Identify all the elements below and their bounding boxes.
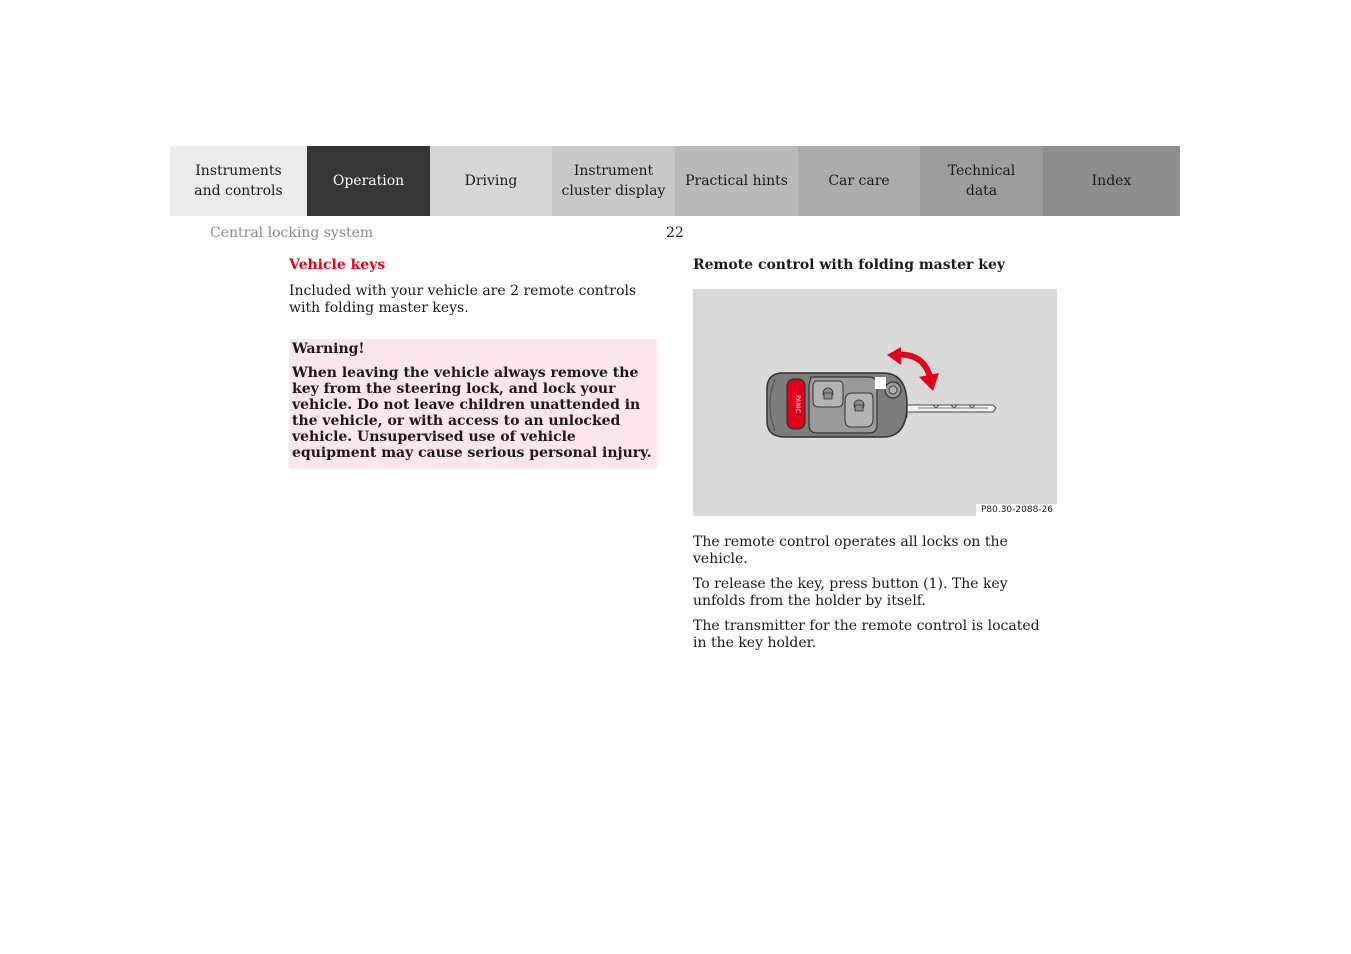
intro-paragraph: Included with your vehicle are 2 remote controls with folding master keys.	[289, 283, 637, 316]
body-paragraph: The transmitter for the remote control is located in the key holder.	[693, 618, 1040, 651]
panic-label: PANIC	[794, 395, 801, 413]
chapter-tab-bar	[170, 146, 1180, 216]
section-title: Central locking system	[210, 225, 374, 241]
page-number: 22	[666, 225, 684, 241]
tab-technical-data[interactable]	[920, 146, 1043, 216]
remote-control-heading: Remote control with folding master key	[693, 257, 1006, 273]
tab-label: Technical data	[947, 163, 1016, 199]
warning-title: Warning!	[292, 341, 365, 357]
figure-reference: P80.30-2088-26	[976, 504, 1057, 516]
tab-instrument-cluster-display[interactable]	[552, 146, 675, 216]
tab-label: Driving	[464, 173, 518, 189]
key-illustration	[693, 289, 1057, 516]
warning-box	[289, 339, 657, 469]
tab-index[interactable]	[1043, 146, 1180, 216]
right-column	[693, 257, 1057, 652]
tab-label: Instruments and controls	[194, 163, 283, 199]
tab-label: Operation	[332, 173, 405, 189]
body-paragraph: The remote control operates all locks on the vehicle.	[693, 534, 1008, 567]
tab-car-care[interactable]	[798, 146, 920, 216]
body-paragraph: To release the key, press button (1). The key unfolds from the holder by itself.	[693, 576, 1008, 609]
folding-key-icon	[693, 289, 1057, 516]
vehicle-keys-heading: Vehicle keys	[289, 257, 386, 273]
tab-label: Instrument cluster display	[561, 163, 666, 199]
tab-operation[interactable]	[307, 146, 430, 216]
tab-practical-hints[interactable]	[675, 146, 798, 216]
tab-label: Practical hints	[685, 173, 788, 189]
tab-label: Index	[1091, 173, 1132, 189]
warning-body: When leaving the vehicle always remove the key from the steering lock, and lock your vehicle. Do not leave children unattended in the vehicle, or with access to an unlocked vehicle. Unsupervised use of vehicle equipment may cause serious personal injury.	[292, 365, 652, 461]
tab-label: Car care	[828, 173, 890, 189]
tab-instruments-and-controls[interactable]	[170, 146, 307, 216]
left-column	[289, 257, 657, 469]
tab-driving[interactable]	[430, 146, 552, 216]
